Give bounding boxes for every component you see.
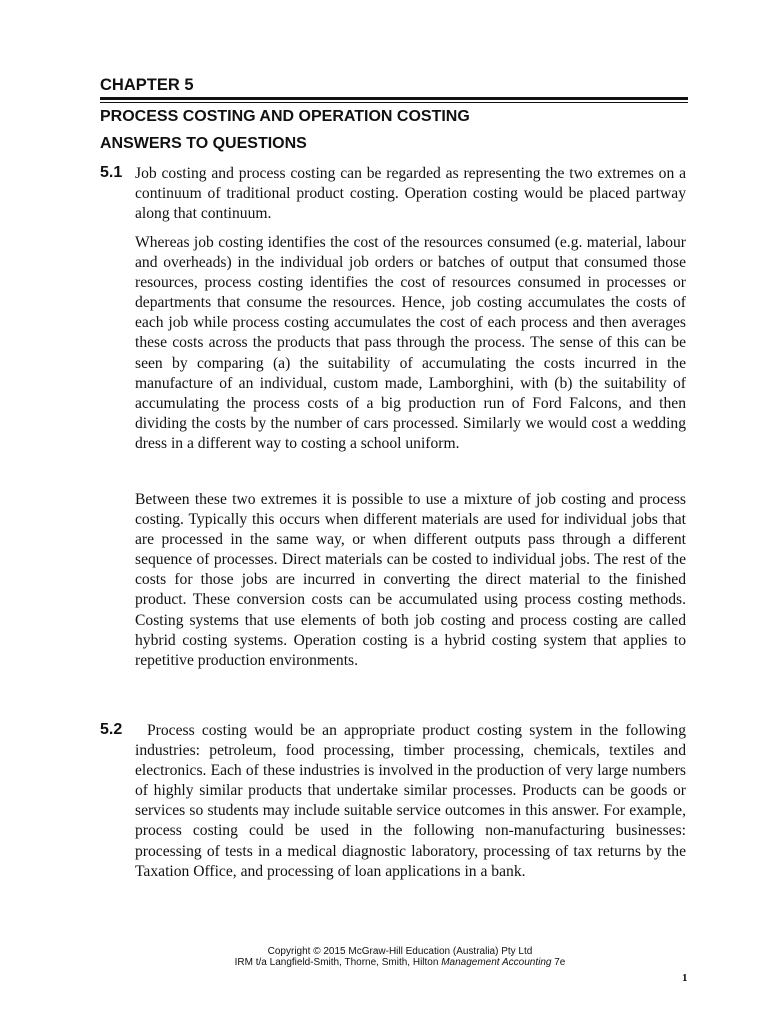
- answer-paragraph: Job costing and process costing can be regarded as representing the two extremes on a continuum of traditional product costing. Operation costing would be placed partway along that continuum.: [135, 165, 686, 223]
- heading-rule-thin: [100, 102, 688, 103]
- answer-paragraph: Between these two extremes it is possible to use a mixture of job costing and process costing. Typically this occurs when different materials are used for individual jobs that are processed in the same way, or when different outputs pass through a different sequence of processes. Direct materials can be costed to individual jobs. The rest of the costs for those jobs are incurred in converting the direct material to the finished product. These conversion costs can be accumulated using process costing methods. Costing systems that use elements of both job costing and process costing are called hybrid costing systems. Operation costing is a hybrid costing system that applies to repetitive production environments.: [135, 491, 686, 669]
- page-number: 1: [682, 972, 688, 984]
- source-authors: IRM t/a Langfield-Smith, Thorne, Smith, Hilton: [234, 957, 442, 968]
- section-heading: ANSWERS TO QUESTIONS: [100, 135, 307, 152]
- answer-paragraph: Process costing would be an appropriate product costing system in the following industries: petroleum, food processing, timber processing, chemicals, textiles and electronics. Each of these industries is involved in the production of very large numbers of highly similar products that undertake similar processes. Products can be goods or services so students may include suitable service outcomes in this answer. For example, process costing could be used in the following non-manufacturing businesses: processing of tests in a medical diagnostic laboratory, processing of tax returns by the Taxation Office, and processing of loan applications in a bank.: [135, 722, 686, 880]
- question-number: 5.2: [100, 721, 123, 738]
- question-number: 5.1: [100, 164, 123, 181]
- answer-paragraph: Whereas job costing identifies the cost of the resources consumed (e.g. material, labour and overheads) in the individual job orders or batches of output that consumed those resources, process costing identifies the cost of resources consumed in processes or departments that consume the resources. Hence, job costing accumulates the costs of each job while process costing accumulates the cost of each process and then averages these costs across the products that pass through the process. The sense of this can be seen by comparing (a) the suitability of accumulating the costs incurred in the manufacture of an individual, custom made, Lamborghini, with (b) the suitability of accumulating the process costs of a big production run of Ford Falcons, and then dividing the costs by the number of cars processed. Similarly we would cost a wedding dress in a different way to costing a school uniform.: [135, 234, 686, 452]
- chapter-heading: CHAPTER 5: [100, 76, 194, 94]
- chapter-title: PROCESS COSTING AND OPERATION COSTING: [100, 108, 470, 125]
- heading-rule-thick: [100, 97, 688, 100]
- source-line: [0, 957, 768, 968]
- copyright-line: Copyright © 2015 McGraw-Hill Education (Australia) Pty Ltd: [267, 946, 533, 957]
- book-edition: 7e: [551, 957, 566, 968]
- book-title: Management Accounting: [441, 957, 552, 968]
- page-footer: [0, 946, 768, 968]
